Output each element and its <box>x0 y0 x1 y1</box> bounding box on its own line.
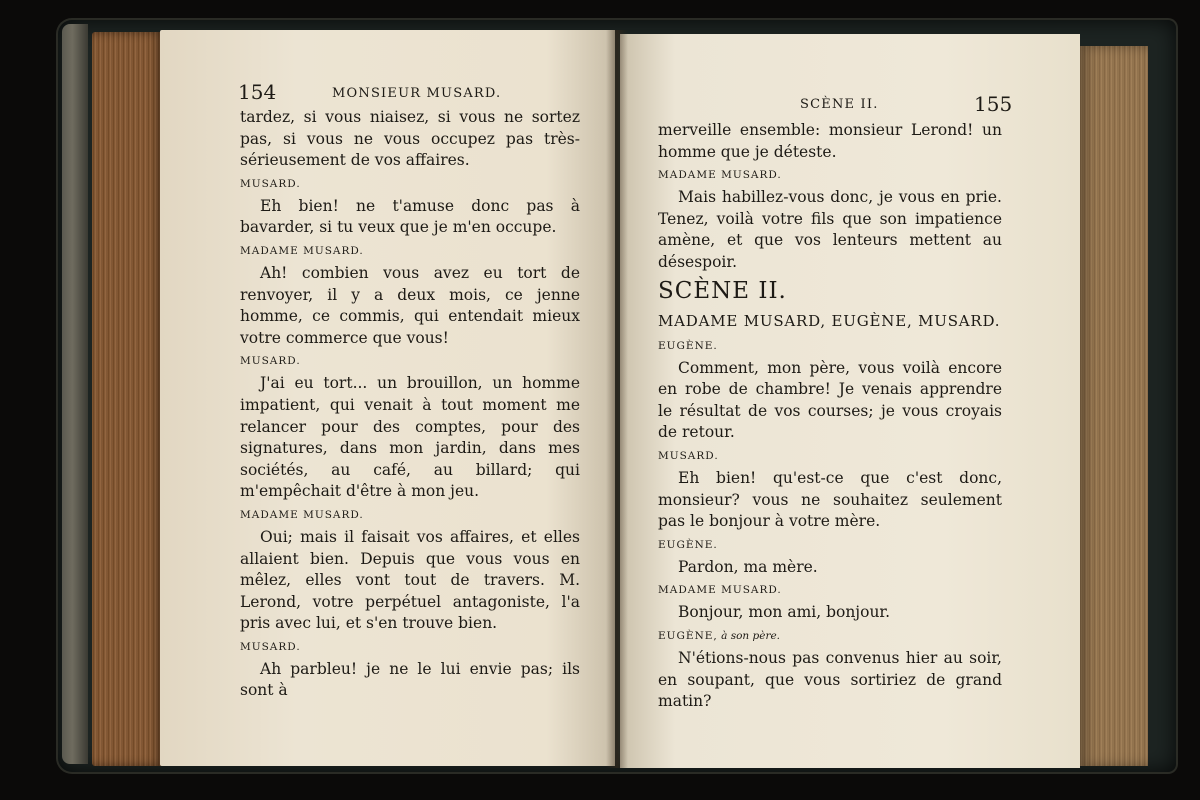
speaker-name <box>240 349 580 373</box>
left-page-body <box>240 107 580 702</box>
dialogue-paragraph: Eh bien! qu'est-ce que c'est donc, monsieur? vous ne souhaitez seulement pas le bonjour à votre mère. <box>658 468 1002 531</box>
scene-cast-list: MADAME MUSARD, EUGÈNE, MUSARD. <box>658 311 1001 330</box>
speaker-name <box>658 578 1002 602</box>
speaker-label: MUSARD. <box>240 177 301 190</box>
left-running-head: MONSIEUR MUSARD. <box>332 86 502 101</box>
right-text-before-scene <box>658 120 1002 274</box>
speaker-name <box>658 334 1002 358</box>
speaker-label: MADAME MUSARD. <box>658 169 782 182</box>
dialogue-paragraph: Eh bien! ne t'amuse donc pas à bavarder, si tu veux que je m'en occupe. <box>240 196 580 237</box>
speaker-name <box>658 444 1002 468</box>
speaker-name <box>240 172 580 196</box>
speaker-name <box>240 239 580 263</box>
left-page-edges <box>92 32 164 766</box>
speaker-label: MADAME MUSARD. <box>240 244 364 257</box>
speaker-label: EUGÈNE. <box>658 339 718 352</box>
right-page-number: 155 <box>974 92 1013 116</box>
book-gutter <box>606 30 628 768</box>
speaker-label: EUGÈNE. <box>658 538 718 551</box>
speaker-label: MADAME MUSARD. <box>658 584 782 597</box>
dialogue-paragraph: Pardon, ma mère. <box>678 557 818 576</box>
right-page-edges <box>1078 46 1148 766</box>
speaker-label: MADAME MUSARD. <box>240 508 364 521</box>
speaker-name <box>658 533 1002 557</box>
dialogue-paragraph: Bonjour, mon ami, bonjour. <box>678 603 891 622</box>
dialogue-paragraph: Oui; mais il faisait vos affaires, et elles allaient bien. Depuis que vous vous en mêlez, elles vont tout de travers. M. Lerond, votre perpétuel antagoniste, l'a pris avec lui, et s'en trouve bien. <box>240 527 580 633</box>
right-page <box>620 34 1080 768</box>
dialogue-paragraph: J'ai eu tort... un brouillon, un homme impatient, qui venait à tout moment me relancer pour des comptes, pour des signatures, dans mon jardin, dans mes sociétés, au café, au billard; qui m'empêchait d'être à mon jeu. <box>240 374 580 501</box>
speaker-name <box>240 503 580 527</box>
right-running-head: SCÈNE II. <box>800 97 879 112</box>
dialogue-paragraph: Comment, mon père, vous voilà encore en robe de chambre! Je venais apprendre le résultat de vos courses; je vous croyais de retour. <box>658 358 1002 442</box>
dialogue-paragraph: Ah! combien vous avez eu tort de renvoyer, il y a deux mois, ce jenne homme, ce commis, qui entendait mieux votre commerce que vous! <box>240 263 580 347</box>
dialogue-paragraph: tardez, si vous niaisez, si vous ne sortez pas, si vous ne vous occupez pas très-sérieusement de vos affaires. <box>240 108 580 170</box>
left-page-number: 154 <box>238 80 277 104</box>
speaker-label: MUSARD. <box>240 355 301 368</box>
left-page <box>160 30 615 766</box>
speaker-label: EUGÈNE, <box>658 629 718 642</box>
dialogue-paragraph: Mais habillez-vous donc, je vous en prie. Tenez, voilà votre fils que son impatience amène, et que vos lenteurs mettent au désespoir. <box>658 188 1002 271</box>
dialogue-paragraph: merveille ensemble: monsieur Lerond! un homme que je déteste. <box>658 121 1002 161</box>
speaker-name <box>658 163 1002 187</box>
speaker-name <box>240 635 580 659</box>
right-page-body <box>658 120 1002 713</box>
stage-direction: à son père. <box>717 629 781 642</box>
dialogue-paragraph: Ah parbleu! je ne le lui envie pas; ils sont à <box>240 659 580 700</box>
speaker-label: MUSARD. <box>658 449 719 462</box>
right-text-after-scene <box>658 334 1002 713</box>
scene-title: SCÈNE II. <box>658 277 787 304</box>
speaker-name <box>658 624 1002 648</box>
dialogue-paragraph: N'étions-nous pas convenus hier au soir, en soupant, que vous sortiriez de grand matin? <box>658 648 1002 711</box>
speaker-label: MUSARD. <box>240 640 301 653</box>
cover-spine-edge <box>62 24 88 764</box>
